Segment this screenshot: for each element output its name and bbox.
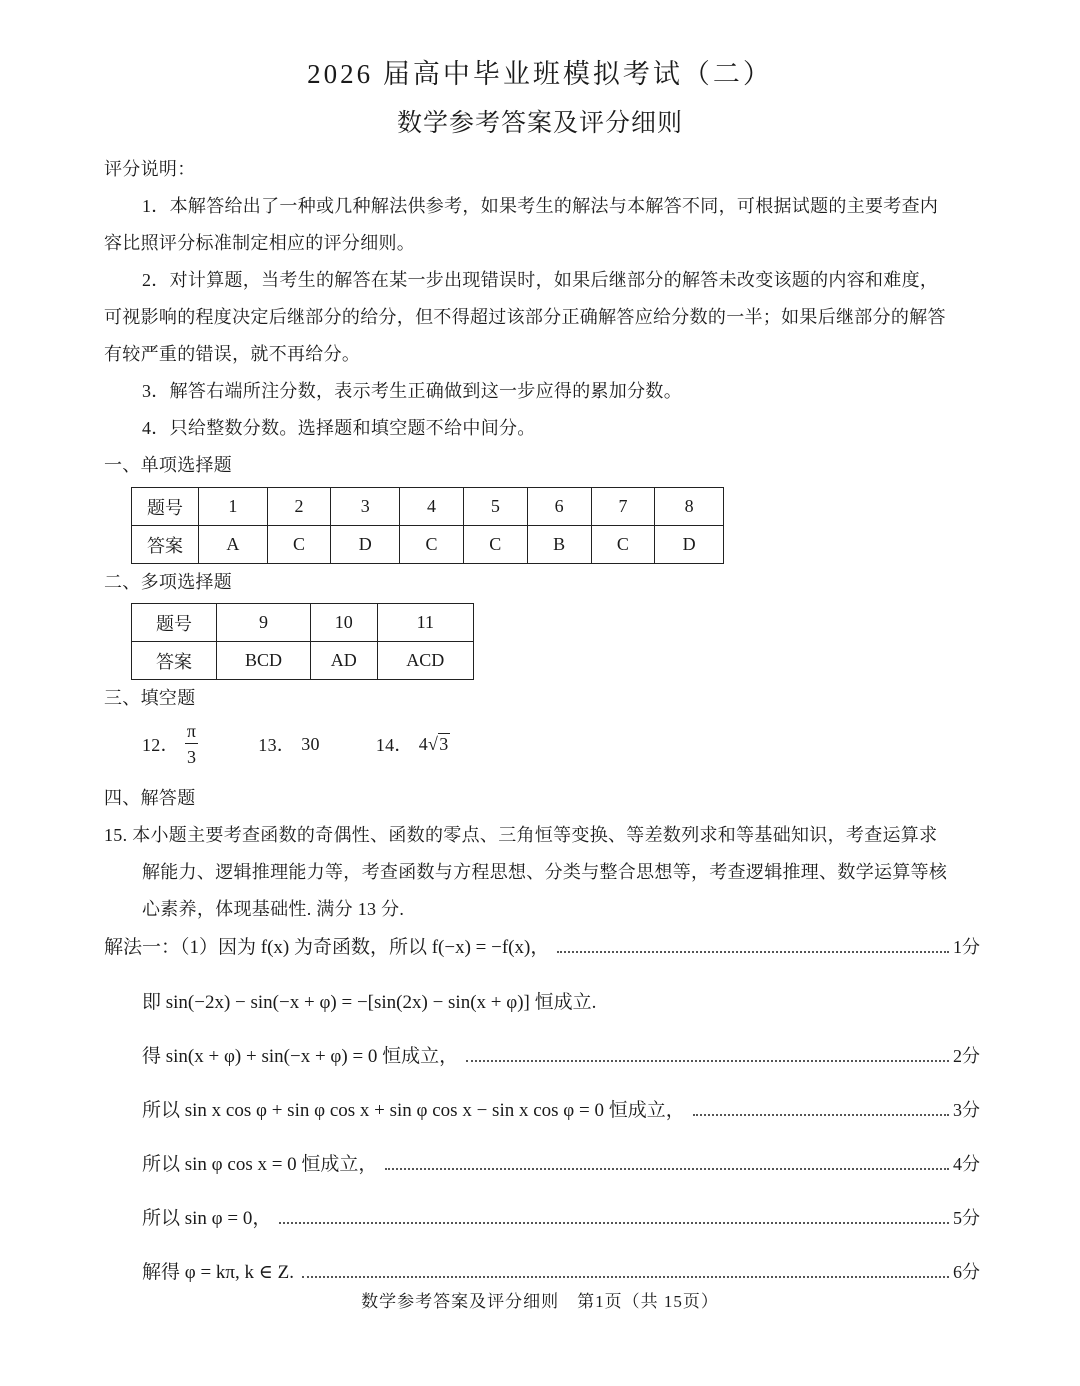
question-number: 1 — [199, 488, 268, 526]
q14-radicand: 3 — [439, 733, 449, 754]
step-text: 解得 φ = kπ, k ∈ Z. — [142, 1262, 294, 1283]
answer-cell: ACD — [377, 642, 473, 680]
leader-dots — [279, 1221, 949, 1224]
solution-step: 即 sin(−2x) − sin(−x + φ) = −[sin(2x) − sin(x + φ)] 恒成立. — [142, 992, 597, 1013]
single-choice-answer-table — [131, 487, 724, 564]
q14-label: 14． — [375, 735, 413, 755]
row-label: 答案 — [132, 642, 217, 680]
step-text: 所以 sin x cos φ + sin φ cos x + sin φ cos x − sin x cos φ = 0 恒成立， — [142, 1100, 685, 1121]
page-footer: 数学参考答案及评分细则 第1页（共 15页） — [361, 1292, 719, 1311]
answer-cell: C — [267, 526, 331, 564]
leader-dots — [693, 1113, 949, 1116]
section1-heading: 一、单项选择题 — [104, 455, 233, 475]
solution-step — [104, 932, 980, 959]
row-label: 题号 — [132, 488, 199, 526]
question-number: 8 — [655, 488, 724, 526]
q15-intro-line2: 解能力、逻辑推理能力等，考查函数与方程思想、分类与整合思想等，考查逻辑推理、数学运算等核 — [142, 862, 948, 882]
solution-step — [142, 1149, 980, 1176]
q12-denominator: 3 — [186, 747, 197, 767]
step-score: 6分 — [953, 1262, 980, 1282]
answer-cell: D — [655, 526, 724, 564]
table-row — [132, 642, 474, 680]
step-score: 3分 — [953, 1100, 980, 1120]
leader-dots — [466, 1059, 949, 1062]
answer-cell: A — [199, 526, 268, 564]
exam-title: 2026 届高中毕业班模拟考试（二） — [307, 59, 773, 89]
table-row — [132, 604, 474, 642]
q15-intro-line3: 心素养，体现基础性. 满分 13 分. — [142, 899, 405, 919]
question-number: 6 — [527, 488, 591, 526]
sqrt-icon: √ — [428, 733, 439, 754]
step-score: 5分 — [953, 1208, 980, 1228]
q14-coefficient: 4 — [418, 733, 429, 754]
question-number: 3 — [331, 488, 400, 526]
leader-dots — [385, 1167, 949, 1170]
solution-step — [142, 1257, 980, 1284]
step-text: 解法一：（1）因为 f(x) 为奇函数，所以 f(−x) = −f(x)， — [104, 937, 550, 958]
q12-fraction — [185, 722, 198, 766]
question-number: 2 — [267, 488, 331, 526]
document-subtitle: 数学参考答案及评分细则 — [396, 110, 683, 137]
solution-step — [142, 1095, 980, 1122]
question-number: 11 — [377, 604, 473, 642]
q15-intro-line1: 15. 本小题主要考查函数的奇偶性、函数的零点、三角恒等变换、等差数列求和等基础知识，考查运算求 — [104, 825, 938, 845]
section3-heading: 三、填空题 — [104, 688, 196, 708]
instruction-2-line1: 2．对计算题，当考生的解答在某一步出现错误时，如果后继部分的解答未改变该题的内容和难度， — [142, 270, 939, 290]
multi-choice-answer-table — [131, 603, 474, 680]
q13-label: 13． — [258, 735, 296, 755]
fill-blank-answers — [142, 722, 450, 766]
q13-answer: 30 — [301, 733, 320, 754]
answer-cell: BCD — [217, 642, 311, 680]
answer-cell: C — [591, 526, 655, 564]
step-text: 所以 sin φ = 0， — [142, 1208, 272, 1229]
question-number: 10 — [310, 604, 377, 642]
question-number: 7 — [591, 488, 655, 526]
step-score: 4分 — [953, 1154, 980, 1174]
answer-cell: D — [331, 526, 400, 564]
answer-cell: B — [527, 526, 591, 564]
section4-heading: 四、解答题 — [104, 788, 196, 808]
row-label: 答案 — [132, 526, 199, 564]
step-text: 得 sin(x + φ) + sin(−x + φ) = 0 恒成立， — [142, 1046, 459, 1067]
answer-cell: C — [400, 526, 464, 564]
answer-cell: C — [463, 526, 527, 564]
row-label: 题号 — [132, 604, 217, 642]
step-score: 1分 — [953, 937, 980, 957]
answer-cell: AD — [310, 642, 377, 680]
q12-numerator: π — [185, 722, 198, 744]
instruction-4: 4．只给整数分数。选择题和填空题不给中间分。 — [142, 418, 536, 438]
instruction-2-line3: 有较严重的错误，就不再给分。 — [104, 344, 361, 364]
table-row — [132, 526, 724, 564]
leader-dots — [557, 950, 949, 953]
instruction-1-line1: 1．本解答给出了一种或几种解法供参考，如果考生的解法与本解答不同，可根据试题的主要考查内 — [142, 196, 939, 216]
table-row — [132, 488, 724, 526]
question-number: 9 — [217, 604, 311, 642]
solution-step — [142, 1041, 980, 1068]
leader-dots — [302, 1275, 949, 1278]
q12-label: 12． — [142, 735, 179, 755]
step-text: 所以 sin φ cos x = 0 恒成立， — [142, 1154, 378, 1175]
question-number: 5 — [463, 488, 527, 526]
step-score: 2分 — [953, 1046, 980, 1066]
q14-answer — [419, 734, 450, 755]
instruction-1-line2: 容比照评分标准制定相应的评分细则。 — [104, 233, 416, 253]
instruction-3: 3．解答右端所注分数，表示考生正确做到这一步应得的累加分数。 — [142, 381, 682, 401]
instruction-2-line2: 可视影响的程度决定后继部分的给分，但不得超过该部分正确解答应给分数的一半；如果后继部分的解答 — [104, 307, 946, 327]
section2-heading: 二、多项选择题 — [104, 572, 233, 592]
question-number: 4 — [400, 488, 464, 526]
solution-step — [142, 1203, 980, 1230]
instructions-heading: 评分说明： — [104, 159, 196, 179]
